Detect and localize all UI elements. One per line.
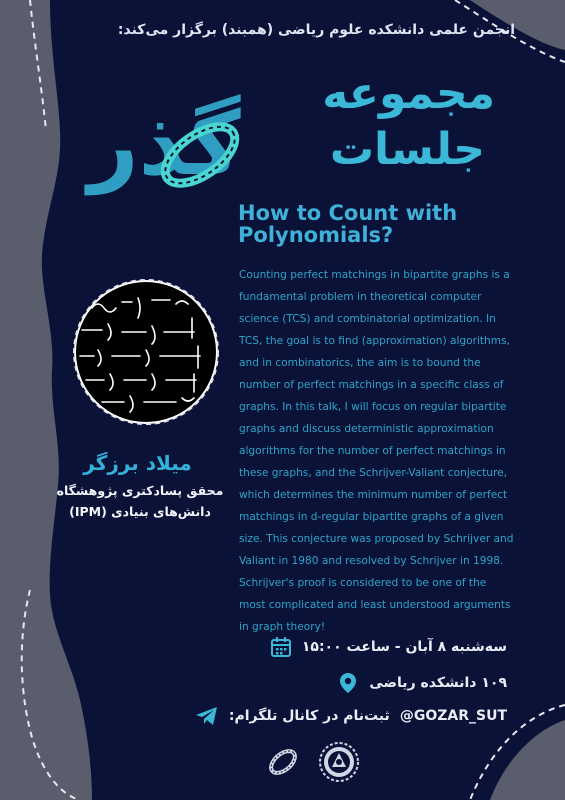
university-gear-logo — [318, 741, 360, 783]
telegram-icon — [195, 705, 219, 727]
telegram-channel-link[interactable]: @GOZAR_SUT — [399, 708, 507, 724]
event-location: ۱۰۹ دانشکده ریاضی — [369, 675, 507, 691]
abstract-line: fundamental problem in theoretical computer — [239, 291, 482, 303]
abstract-line: science (TCS) and combinatorial optimization. In — [239, 313, 496, 325]
talk-abstract — [239, 264, 539, 638]
abstract-line: Valiant in 1980 and resolved by Schrijver in 1998. — [239, 555, 504, 567]
speaker-affiliation-line1: محقق پسادکتری پژوهشگاه — [56, 483, 224, 498]
gozar-ring-logo — [266, 745, 300, 779]
speaker-affiliation-line2: دانش‌های بنیادی (IPM) — [69, 504, 211, 519]
gozar-ring-logo — [150, 110, 250, 200]
speaker-portrait — [72, 278, 220, 426]
talk-title-line1: How to Count with — [238, 201, 458, 225]
abstract-line: graphs. In this talk, I will focus on regular bipartite — [239, 401, 507, 413]
series-title-line2: جلسات — [329, 124, 485, 175]
abstract-line: graphs and discuss deterministic approximation — [239, 423, 494, 435]
abstract-line: most complicated and least understood arguments — [239, 599, 511, 611]
event-location-row — [337, 672, 507, 694]
event-datetime-row — [270, 636, 507, 658]
series-name: گذر — [88, 92, 241, 195]
talk-title — [238, 202, 538, 246]
abstract-line: which determines the minimum number of perfect — [239, 489, 508, 501]
organizer-header: انجمن علمی دانشکده علوم ریاضی (همبند) برگزار می‌کند: — [117, 22, 515, 38]
abstract-line: size. This conjecture was proposed by Schrijver and — [239, 533, 514, 545]
event-datetime: سه‌شنبه ۸ آبان - ساعت ۱۵:۰۰ — [301, 639, 507, 655]
registration-row — [195, 705, 507, 727]
speaker-name: میلاد برزگر — [83, 451, 192, 475]
abstract-line: algorithms for the number of perfect matchings in — [239, 445, 506, 457]
abstract-line: Schrijver's proof is considered to be one of the — [239, 577, 487, 589]
series-title-line1: مجموعه — [322, 68, 495, 119]
abstract-line: in graph theory! — [239, 621, 326, 633]
abstract-line: number of perfect matchings in a specific class of — [239, 379, 504, 391]
top-left-dash — [30, 0, 46, 130]
talk-title-line2: Polynomials? — [238, 223, 394, 248]
abstract-line: TCS, the goal is to find (approximation) algorithms, — [239, 335, 510, 347]
location-pin-icon — [337, 672, 359, 694]
registration-label: ثبت‌نام در کانال تلگرام: — [228, 708, 390, 724]
calendar-icon — [270, 636, 292, 658]
abstract-line: Counting perfect matchings in bipartite graphs is a — [239, 269, 510, 281]
abstract-line: these graphs, and the Schrijver-Valiant conjecture, — [239, 467, 507, 479]
abstract-line: matchings in d-regular bipartite graphs of a given — [239, 511, 504, 523]
abstract-line: and in combinatorics, the aim is to bound the — [239, 357, 481, 369]
